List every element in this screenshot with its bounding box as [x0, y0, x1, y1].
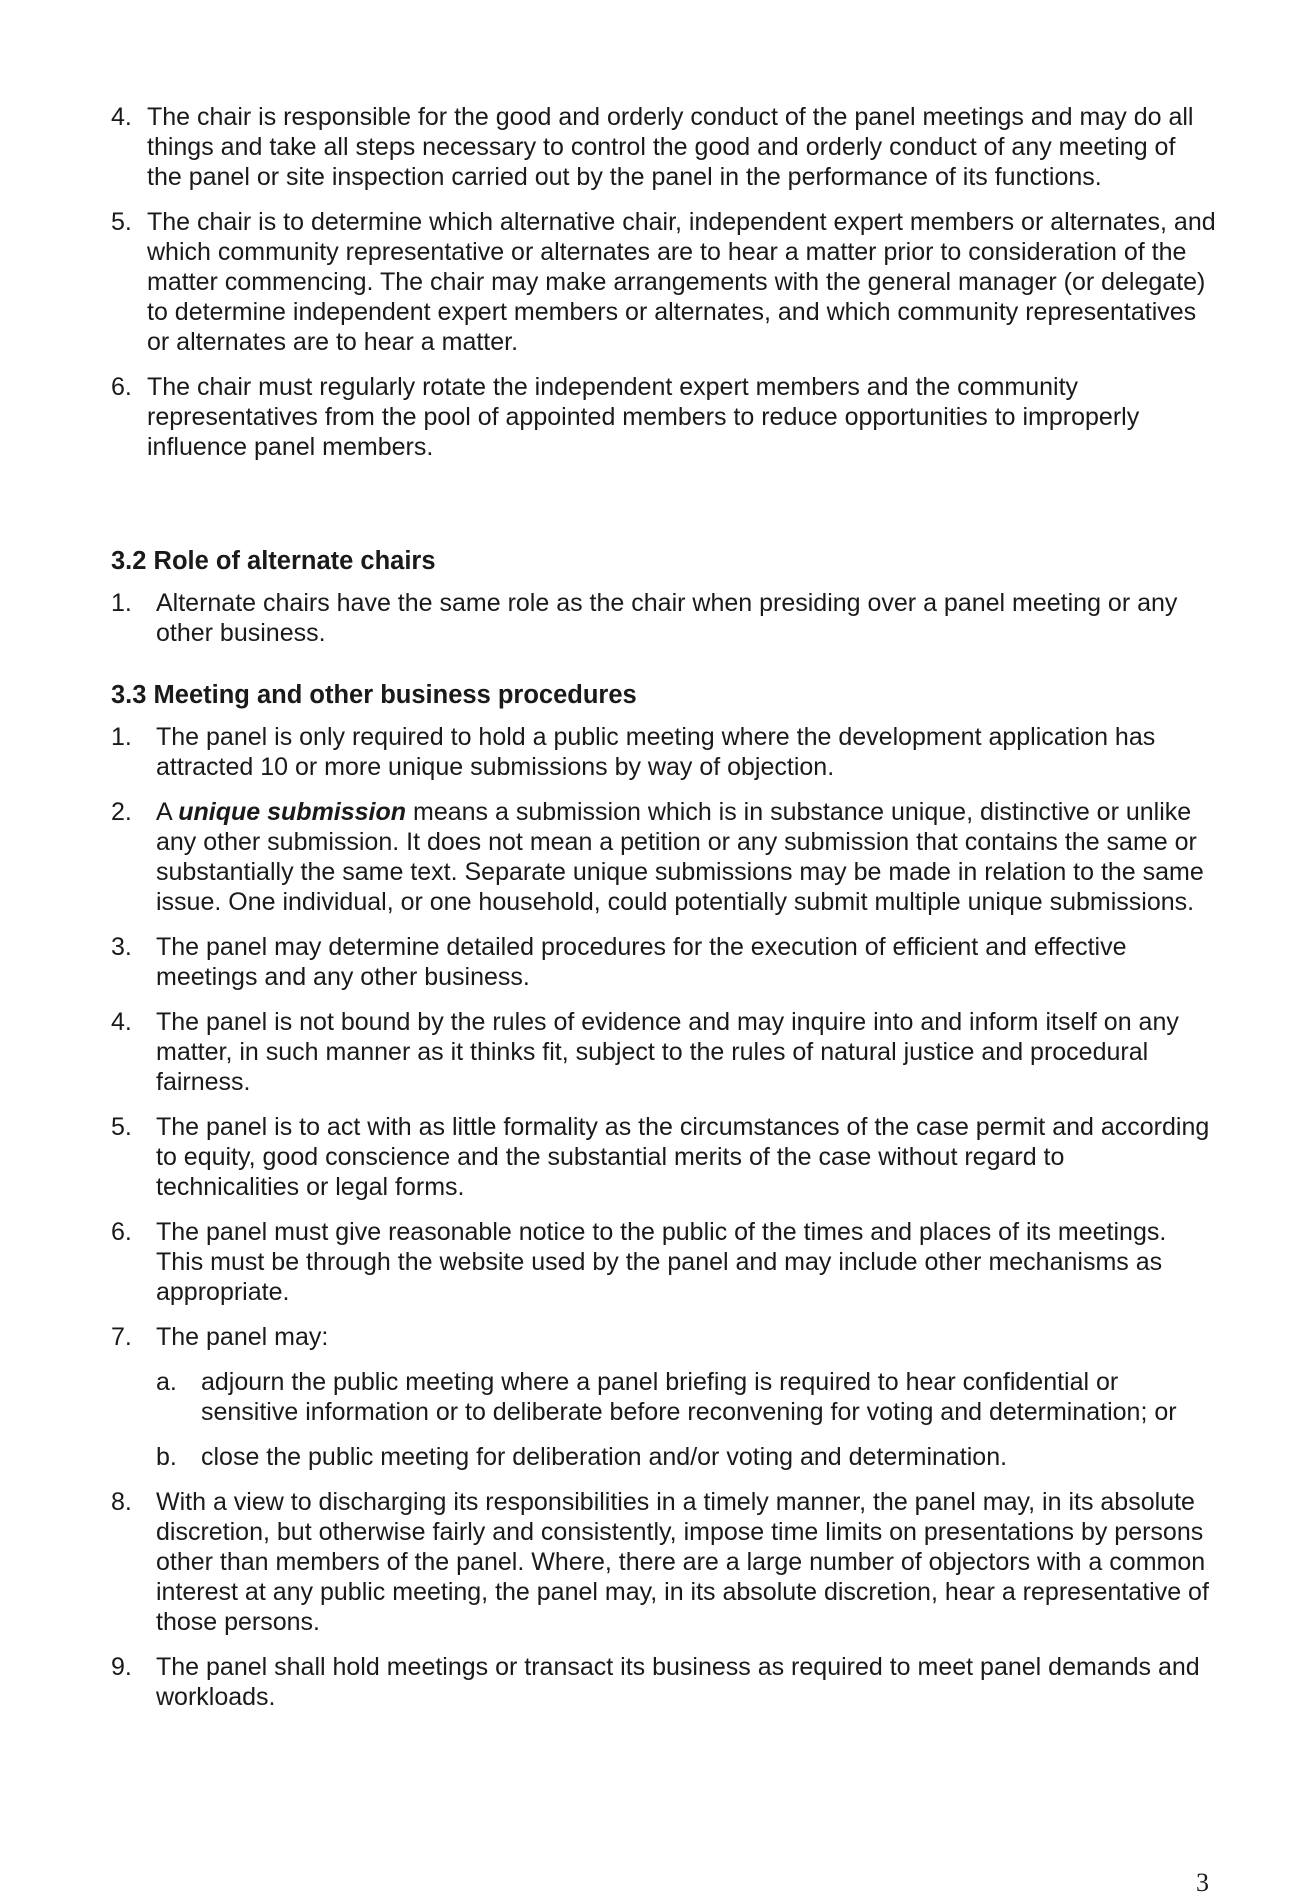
alternate-chairs-section: [111, 530, 1212, 663]
list-item: [111, 1322, 1212, 1472]
meeting-procedures-section: [111, 664, 1212, 1727]
list-item: [111, 722, 1212, 782]
list-item: [111, 1112, 1212, 1202]
list-number: 3.: [111, 933, 132, 961]
sub-list: [156, 1367, 1212, 1472]
list-item: [111, 588, 1212, 648]
chair-duties-list: [111, 102, 1217, 462]
section-heading: 3.3 Meeting and other business procedures: [111, 681, 637, 709]
list-item: [111, 932, 1212, 992]
list-number: 5.: [111, 208, 132, 236]
list-number: 4.: [111, 1008, 132, 1036]
list-text: The panel shall hold meetings or transact its business as required to meet panel demands and workloads.: [156, 1653, 1200, 1711]
sub-list-item: [156, 1367, 1212, 1427]
list-item: [111, 1652, 1212, 1712]
list-item: [111, 207, 1217, 357]
list-number: 6.: [111, 1218, 132, 1246]
meeting-procedures-list: [111, 722, 1212, 1712]
list-number: 6.: [111, 373, 132, 401]
list-text: The panel is not bound by the rules of evidence and may inquire into and inform itself on any matter, in such manner as it thinks fit, subject to the rules of natural justice and procedural fairness.: [156, 1008, 1179, 1096]
list-text: The panel is only required to hold a public meeting where the development application has attracted 10 or more unique submissions by way of objection.: [156, 723, 1156, 781]
list-text: The chair is to determine which alternative chair, independent expert members or alternates, and which community representative or alternates are to hear a matter prior to consideration of the matter commencing. The chair may make arrangements with the general manager (or delegate) to determine independent expert members or alternates, and which community representatives or alternates are to hear a matter.: [147, 208, 1216, 356]
list-text: The panel is to act with as little formality as the circumstances of the case permit and according to equity, good conscience and the substantial merits of the case without regard to technicalities or legal forms.: [156, 1113, 1210, 1201]
chair-duties-section: [111, 102, 1217, 477]
list-item: [111, 1217, 1212, 1307]
section-heading: 3.2 Role of alternate chairs: [111, 547, 436, 575]
list-number: 5.: [111, 1113, 132, 1141]
list-text: The panel must give reasonable notice to the public of the times and places of its meetings. This must be through the website used by the panel and may include other mechanisms as appropriate.: [156, 1218, 1167, 1306]
list-number: 7.: [111, 1323, 132, 1351]
page-number: 3: [1196, 1868, 1209, 1897]
list-text: The panel may:: [156, 1323, 329, 1351]
list-item: [111, 797, 1212, 917]
sub-list-text: close the public meeting for deliberation and/or voting and determination.: [201, 1443, 1008, 1471]
text-prefix: A: [156, 798, 179, 826]
list-number: 4.: [111, 103, 132, 131]
list-number: 1.: [111, 723, 132, 751]
list-number: 9.: [111, 1653, 132, 1681]
sub-list-letter: b.: [156, 1443, 177, 1471]
list-number: 1.: [111, 589, 132, 617]
list-text: The chair is responsible for the good and orderly conduct of the panel meetings and may do all things and take all steps necessary to control the good and orderly conduct of any meeting of the panel or site inspection carried out by the panel in the performance of its functions.: [147, 103, 1194, 191]
list-text: With a view to discharging its responsibilities in a timely manner, the panel may, in its absolute discretion, but otherwise fairly and consistently, impose time limits on presentations by persons other than members of the panel. Where, there are a large number of objectors with a common interest at any public meeting, the panel may, in its absolute discretion, hear a representative of those persons.: [156, 1488, 1209, 1636]
list-item: [111, 372, 1217, 462]
list-text: Alternate chairs have the same role as the chair when presiding over a panel meeting or any other business.: [156, 589, 1178, 647]
list-item: [111, 102, 1217, 192]
list-item: [111, 1007, 1212, 1097]
alternate-chairs-list: [111, 588, 1212, 648]
list-item: [111, 1487, 1212, 1637]
text-body: means a submission which is in substance unique, distinctive or unlike any other submission. It does not mean a petition or any submission that contains the same or substantially the same text. Separate unique submissions may be made in relation to the same issue. One individual, or one household, could potentially submit multiple unique submissions.: [156, 798, 1204, 916]
list-text: The panel may determine detailed procedures for the execution of efficient and effective meetings and any other business.: [156, 933, 1127, 991]
list-text: The chair must regularly rotate the independent expert members and the community representatives from the pool of appointed members to reduce opportunities to improperly influence panel members.: [147, 373, 1140, 461]
defined-term: unique submission: [178, 798, 407, 826]
list-text: [156, 797, 1212, 917]
list-number: 8.: [111, 1488, 132, 1516]
list-number: 2.: [111, 798, 132, 826]
sub-list-text: adjourn the public meeting where a panel briefing is required to hear confidential or sensitive information or to deliberate before reconvening for voting and determination; or: [201, 1368, 1177, 1426]
sub-list-item: [156, 1442, 1212, 1472]
sub-list-letter: a.: [156, 1368, 177, 1396]
